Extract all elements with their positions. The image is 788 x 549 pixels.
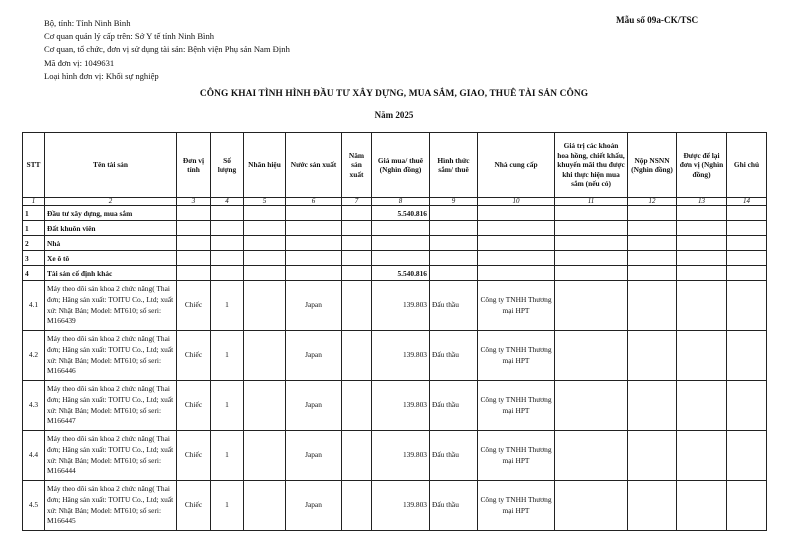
table-row xyxy=(23,281,767,331)
item-price: 139.803 xyxy=(372,331,430,381)
item-year xyxy=(342,481,372,531)
item-stt: 4.4 xyxy=(23,431,45,481)
col-number: 4 xyxy=(211,198,244,206)
item-unit: Chiếc xyxy=(177,481,211,531)
col-header-notes: Ghi chú xyxy=(727,133,767,198)
item-method: Đấu thầu xyxy=(430,381,478,431)
col-header-country: Nước sản xuất xyxy=(286,133,342,198)
category-stt: 1 xyxy=(23,206,45,221)
managing-agency-line: Cơ quan quản lý cấp trên: Sở Y tế tỉnh Ninh Bình xyxy=(44,31,215,42)
category-row xyxy=(23,221,767,236)
category-stt: 1 xyxy=(23,221,45,236)
col-header-price: Giá mua/ thuê (Nghìn đồng) xyxy=(372,133,430,198)
item-quantity: 1 xyxy=(211,381,244,431)
category-row xyxy=(23,251,767,266)
category-name: Đất khuôn viên xyxy=(45,221,177,236)
col-header-stt: STT xyxy=(23,133,45,198)
item-method: Đấu thầu xyxy=(430,431,478,481)
category-name: Đầu tư xây dựng, mua sắm xyxy=(45,206,177,221)
item-quantity: 1 xyxy=(211,481,244,531)
col-number: 6 xyxy=(286,198,342,206)
asset-table xyxy=(22,132,767,531)
col-header-asset-name: Tên tài sản xyxy=(45,133,177,198)
col-number: 11 xyxy=(555,198,628,206)
item-unit: Chiếc xyxy=(177,381,211,431)
item-unit: Chiếc xyxy=(177,431,211,481)
item-stt: 4.3 xyxy=(23,381,45,431)
item-stt: 4.5 xyxy=(23,481,45,531)
item-country: Japan xyxy=(286,331,342,381)
category-name: Xe ô tô xyxy=(45,251,177,266)
item-method: Đấu thầu xyxy=(430,331,478,381)
col-number: 1 xyxy=(23,198,45,206)
col-number: 2 xyxy=(45,198,177,206)
col-number: 12 xyxy=(628,198,677,206)
col-header-budget-paid: Nộp NSNN (Nghìn đồng) xyxy=(628,133,677,198)
item-name: Máy theo dõi sản khoa 2 chức năng( Thai đơn; Hãng sản xuất: TOITU Co., Ltd; xuất xứ: Nhật Bản; Model: MT610; số seri: M166444 xyxy=(45,431,177,481)
document-title: CÔNG KHAI TÌNH HÌNH ĐẦU TƯ XÂY DỰNG, MUA SẮM, GIAO, THUÊ TÀI SẢN CÔNG xyxy=(199,89,589,99)
category-value: 5.540.816 xyxy=(372,266,430,281)
item-price: 139.803 xyxy=(372,281,430,331)
item-country: Japan xyxy=(286,481,342,531)
col-number: 5 xyxy=(244,198,286,206)
table-row xyxy=(23,481,767,531)
item-year xyxy=(342,381,372,431)
item-supplier: Công ty TNHH Thương mại HPT xyxy=(478,431,555,481)
category-stt: 4 xyxy=(23,266,45,281)
item-brand xyxy=(244,381,286,431)
category-value: 5.540.816 xyxy=(372,206,430,221)
item-year xyxy=(342,331,372,381)
item-name: Máy theo dõi sản khoa 2 chức năng( Thai đơn; Hãng sản xuất: TOITU Co., Ltd; xuất xứ: Nhật Bản; Model: MT610; số seri: M166446 xyxy=(45,331,177,381)
item-name: Máy theo dõi sản khoa 2 chức năng( Thai đơn; Hãng sản xuất: TOITU Co., Ltd; xuất xứ: Nhật Bản; Model: MT610; số seri: M166447 xyxy=(45,381,177,431)
category-name: Tài sản cố định khác xyxy=(45,266,177,281)
item-supplier: Công ty TNHH Thương mại HPT xyxy=(478,281,555,331)
item-quantity: 1 xyxy=(211,331,244,381)
col-number: 9 xyxy=(430,198,478,206)
form-number: Mẫu số 09a-CK/TSC xyxy=(616,15,699,25)
item-unit: Chiếc xyxy=(177,281,211,331)
category-row xyxy=(23,236,767,251)
table-row xyxy=(23,431,767,481)
item-method: Đấu thầu xyxy=(430,481,478,531)
col-number: 3 xyxy=(177,198,211,206)
unit-type-line: Loại hình đơn vị: Khối sự nghiệp xyxy=(44,70,159,81)
item-name: Máy theo dõi sản khoa 2 chức năng( Thai đơn; Hãng sản xuất: TOITU Co., Ltd; xuất xứ: Nhật Bản; Model: MT610; số seri: M166445 xyxy=(45,481,177,531)
category-value xyxy=(372,221,430,236)
document-header xyxy=(44,17,290,83)
item-price: 139.803 xyxy=(372,481,430,531)
item-method: Đấu thầu xyxy=(430,281,478,331)
item-price: 139.803 xyxy=(372,381,430,431)
category-value xyxy=(372,236,430,251)
item-name: Máy theo dõi sản khoa 2 chức năng( Thai đơn; Hãng sản xuất: TOITU Co., Ltd; xuất xứ: Nhật Bản; Model: MT610; số seri: M166439 xyxy=(45,281,177,331)
category-name: Nhà xyxy=(45,236,177,251)
item-price: 139.803 xyxy=(372,431,430,481)
col-header-quantity: Số lượng xyxy=(211,133,244,198)
using-unit-line: Cơ quan, tổ chức, đơn vị sử dụng tài sản: Bệnh viện Phụ sản Nam Định xyxy=(44,44,290,55)
item-brand xyxy=(244,331,286,381)
document-year: Năm 2025 xyxy=(374,110,414,120)
category-value xyxy=(372,251,430,266)
col-header-method: Hình thức sắm/ thuê xyxy=(430,133,478,198)
province-line: Bộ, tỉnh: Tỉnh Ninh Bình xyxy=(44,18,131,28)
table-row xyxy=(23,381,767,431)
category-row xyxy=(23,266,767,281)
item-country: Japan xyxy=(286,281,342,331)
table-row xyxy=(23,331,767,381)
item-unit: Chiếc xyxy=(177,331,211,381)
item-stt: 4.2 xyxy=(23,331,45,381)
item-supplier: Công ty TNHH Thương mại HPT xyxy=(478,331,555,381)
col-header-supplier: Nhà cung cấp xyxy=(478,133,555,198)
item-brand xyxy=(244,431,286,481)
col-number: 7 xyxy=(342,198,372,206)
col-number: 10 xyxy=(478,198,555,206)
col-number: 8 xyxy=(372,198,430,206)
col-number: 13 xyxy=(677,198,727,206)
category-row xyxy=(23,206,767,221)
col-header-brand: Nhãn hiệu xyxy=(244,133,286,198)
item-supplier: Công ty TNHH Thương mại HPT xyxy=(478,481,555,531)
item-quantity: 1 xyxy=(211,281,244,331)
column-number-row xyxy=(23,198,767,206)
table-header-row xyxy=(23,133,767,198)
item-brand xyxy=(244,481,286,531)
item-year xyxy=(342,281,372,331)
item-quantity: 1 xyxy=(211,431,244,481)
unit-code-line: Mã đơn vị: 1049631 xyxy=(44,57,115,68)
item-year xyxy=(342,431,372,481)
col-number: 14 xyxy=(727,198,767,206)
item-country: Japan xyxy=(286,431,342,481)
item-country: Japan xyxy=(286,381,342,431)
item-supplier: Công ty TNHH Thương mại HPT xyxy=(478,381,555,431)
col-header-commission: Giá trị các khoản hoa hồng, chiết khấu, khuyến mãi thu được khi thực hiện mua sắm (nếu có) xyxy=(555,133,628,198)
col-header-unit: Đơn vị tính xyxy=(177,133,211,198)
item-brand xyxy=(244,281,286,331)
category-stt: 3 xyxy=(23,251,45,266)
item-stt: 4.1 xyxy=(23,281,45,331)
col-header-retained: Được để lại đơn vị (Nghìn đồng) xyxy=(677,133,727,198)
category-stt: 2 xyxy=(23,236,45,251)
col-header-year: Năm sản xuất xyxy=(342,133,372,198)
